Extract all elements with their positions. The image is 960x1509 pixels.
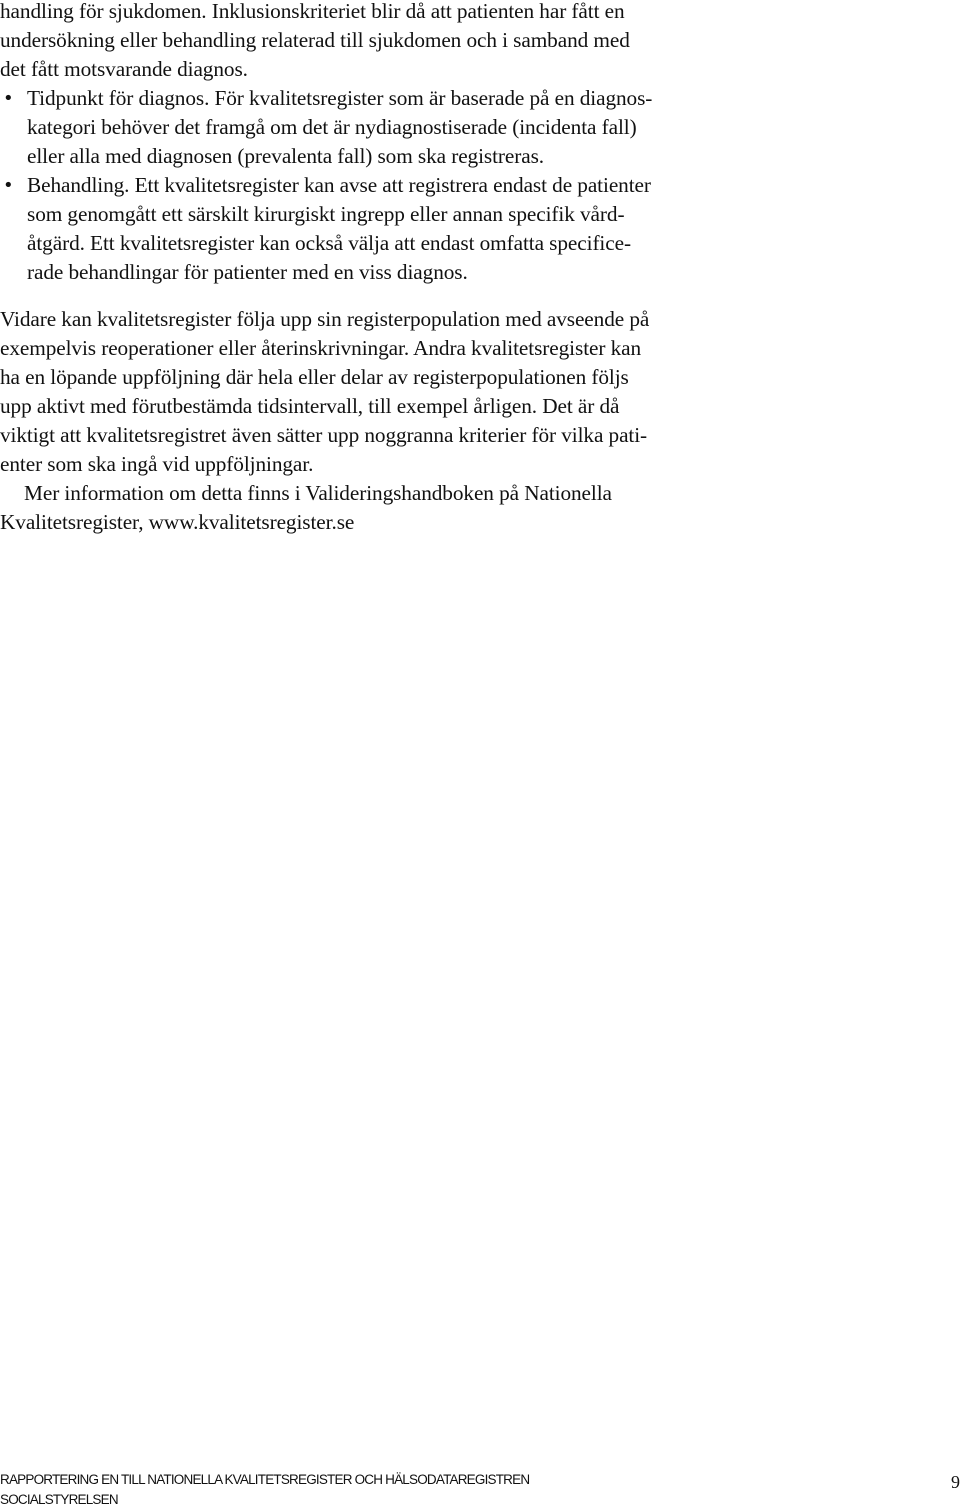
- information-line: Mer information om detta finns i Valideringshandboken på Nationella: [24, 481, 612, 505]
- paragraph-line: exempelvis reoperationer eller återinskrivningar. Andra kvalitetsregister kan: [0, 336, 642, 360]
- bullet-line: eller alla med diagnosen (prevalenta fall) som ska registreras.: [27, 144, 545, 168]
- bullet-line: som genomgått ett särskilt kirurgiskt ingrepp eller annan specifik vård-: [27, 202, 625, 226]
- bullet-line: Behandling. Ett kvalitetsregister kan avse att registrera endast de patienter: [27, 173, 651, 197]
- paragraph-line: Vidare kan kvalitetsregister följa upp sin registerpopulation med avseende på: [0, 307, 650, 331]
- bullet-line: rade behandlingar för patienter med en viss diagnos.: [27, 260, 468, 284]
- continuation-line-1: handling för sjukdomen. Inklusionskriteriet blir då att patienten har fått en: [0, 0, 625, 23]
- bullet-marker: •: [3, 175, 14, 196]
- information-line-with-website: Kvalitetsregister, www.kvalitetsregister.se: [0, 510, 355, 534]
- paragraph-line: enter som ska ingå vid uppföljningar.: [0, 452, 314, 476]
- page-number: 9: [951, 1472, 960, 1492]
- footer-publisher: SOCIALSTYRELSEN: [0, 1492, 118, 1507]
- paragraph-line: ha en löpande uppföljning där hela eller delar av registerpopulationen följs: [0, 365, 629, 389]
- paragraph-line: viktigt att kvalitetsregistret även sätter upp noggranna kriterier för vilka pati-: [0, 423, 648, 447]
- bullet-line: Tidpunkt för diagnos. För kvalitetsregister som är baserade på en diagnos-: [27, 86, 653, 110]
- bullet-marker: •: [3, 88, 14, 109]
- footer-report-title: RAPPORTERING EN TILL NATIONELLA KVALITETSREGISTER OCH HÄLSODATAREGISTREN: [0, 1472, 530, 1487]
- bullet-line: kategori behöver det framgå om det är nydiagnostiserade (incidenta fall): [27, 115, 637, 139]
- continuation-line-2: undersökning eller behandling relaterad till sjukdomen och i samband med: [0, 28, 630, 52]
- paragraph-line: upp aktivt med förutbestämda tidsintervall, till exempel årligen. Det är då: [0, 394, 620, 418]
- bullet-line: åtgärd. Ett kvalitetsregister kan också välja att endast omfatta specifice-: [27, 231, 631, 255]
- continuation-line-3: det fått motsvarande diagnos.: [0, 57, 248, 81]
